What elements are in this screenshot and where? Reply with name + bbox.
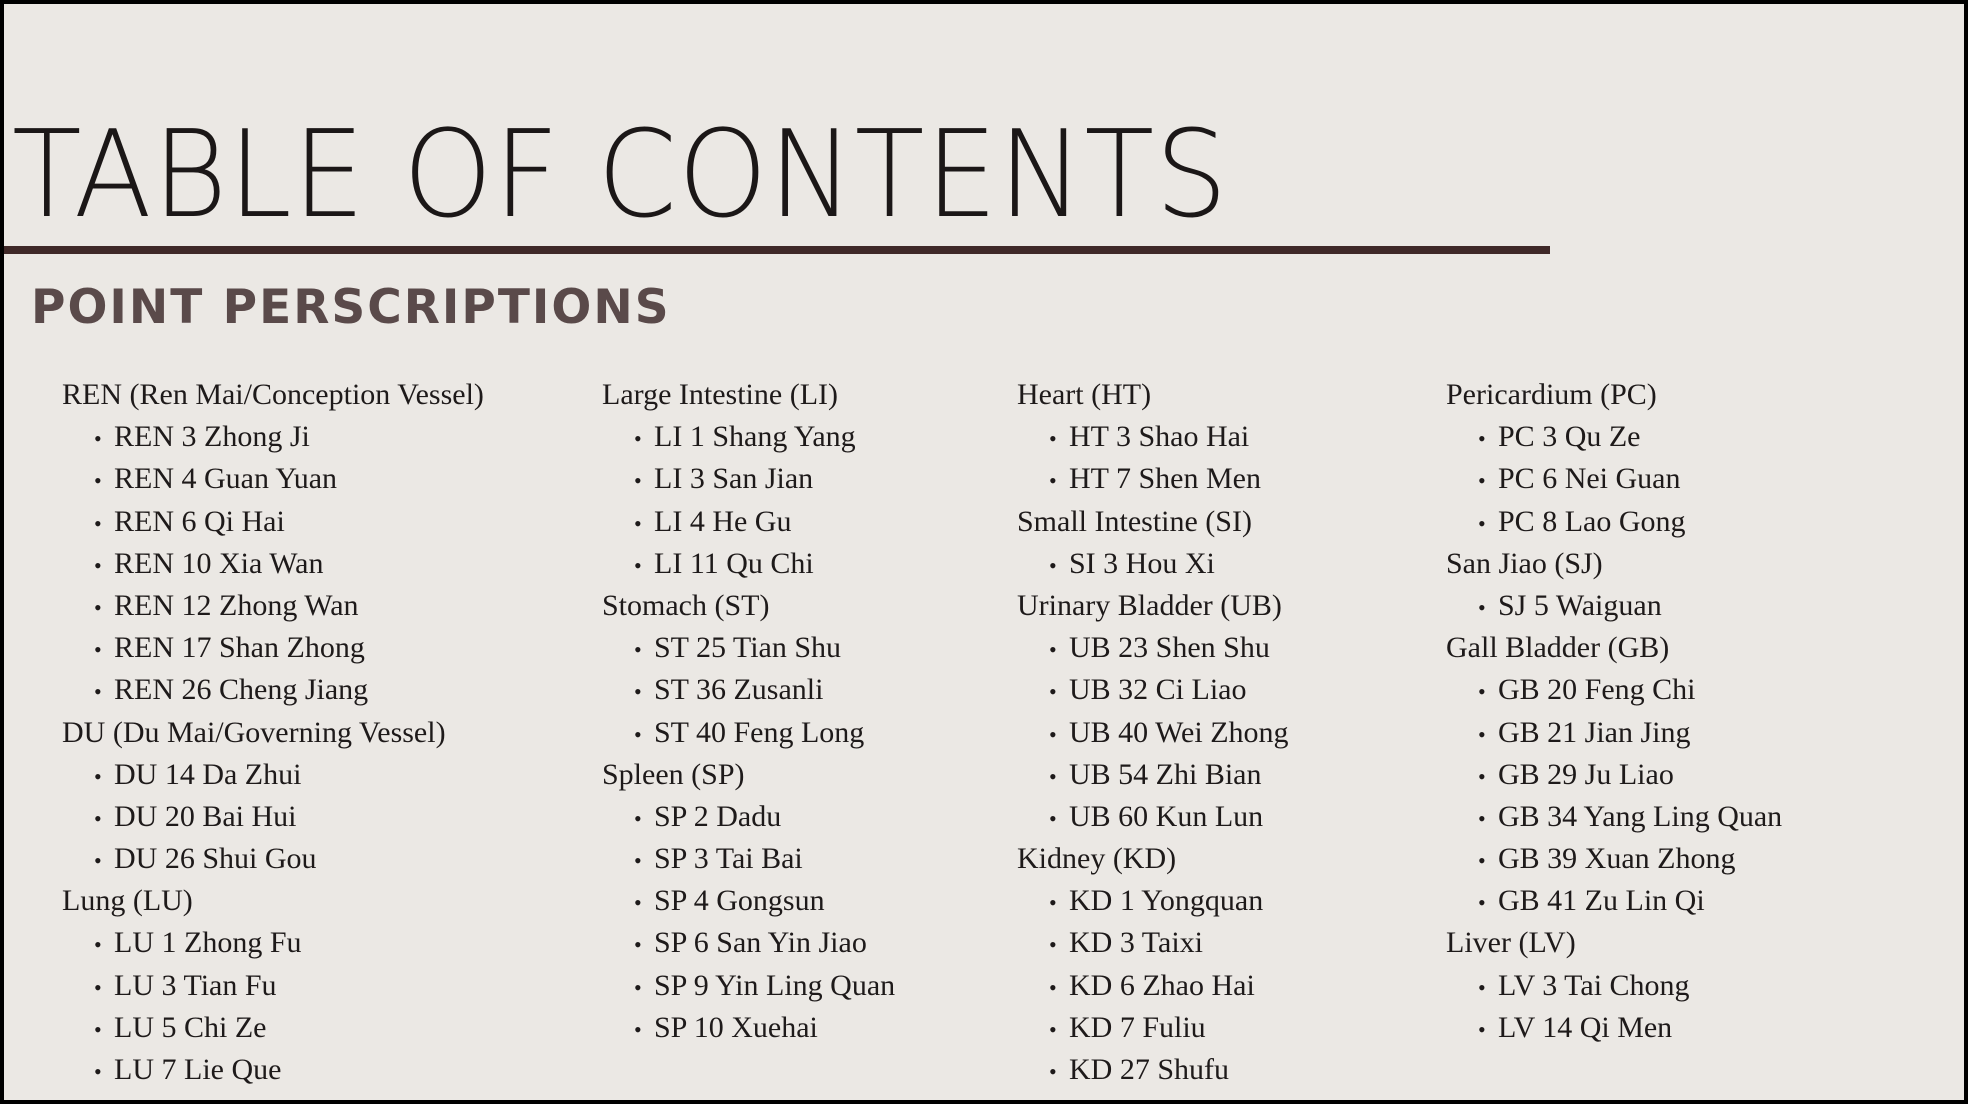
toc-item-label: SJ 5 Waiguan	[1498, 588, 1662, 622]
bullet-icon: •	[1478, 721, 1486, 747]
bullet-icon: •	[634, 932, 642, 958]
bullet-icon: •	[1049, 552, 1057, 578]
toc-group-title: DU (Du Mai/Governing Vessel)	[62, 715, 446, 749]
toc-item-gb-34-yang-ling-quan	[1446, 796, 1782, 838]
toc-item-li-4-he-gu	[602, 501, 895, 543]
section-subtitle: POINT PERSCRIPTIONS	[31, 280, 671, 335]
toc-item-lv-3-tai-chong	[1446, 965, 1782, 1007]
toc-item-label: KD 7 Fuliu	[1069, 1010, 1206, 1044]
bullet-icon: •	[1049, 426, 1057, 452]
toc-group	[1446, 543, 1782, 627]
toc-item-label: SP 10 Xuehai	[654, 1010, 818, 1044]
toc-item-label: REN 3 Zhong Ji	[114, 420, 310, 454]
toc-item-label: SP 4 Gongsun	[654, 884, 825, 918]
toc-item-lu-1-zhong-fu	[62, 922, 484, 964]
bullet-icon: •	[94, 1059, 102, 1084]
bullet-icon: •	[634, 890, 642, 916]
bullet-icon: •	[1049, 932, 1057, 958]
toc-group	[1017, 374, 1289, 501]
toc-item-label: KD 1 Yongquan	[1069, 884, 1264, 918]
toc-item-label: HT 7 Shen Men	[1069, 462, 1261, 496]
bullet-icon: •	[634, 848, 642, 874]
bullet-icon: •	[1049, 1059, 1057, 1084]
toc-group	[1017, 838, 1289, 1091]
toc-item-ub-54-zhi-bian	[1017, 754, 1289, 796]
bullet-icon: •	[1478, 848, 1486, 874]
toc-group	[602, 754, 895, 1049]
toc-group	[62, 880, 484, 1091]
toc-item-label: LU 5 Chi Ze	[114, 1010, 267, 1044]
bullet-icon: •	[94, 805, 102, 831]
bullet-icon: •	[1478, 805, 1486, 831]
bullet-icon: •	[94, 552, 102, 578]
toc-item-label: LI 1 Shang Yang	[654, 420, 856, 454]
toc-item-ren-6-qi-hai	[62, 501, 484, 543]
toc-group-title: Heart (HT)	[1017, 378, 1152, 411]
toc-item-du-26-shui-gou	[62, 838, 484, 880]
toc-item-ren-12-zhong-wan	[62, 585, 484, 627]
bullet-icon: •	[634, 426, 642, 452]
bullet-icon: •	[1478, 1016, 1486, 1042]
toc-group	[602, 374, 895, 585]
toc-item-label: UB 40 Wei Zhong	[1069, 715, 1289, 749]
bullet-icon: •	[634, 468, 642, 494]
bullet-icon: •	[94, 637, 102, 663]
toc-column-2	[602, 374, 895, 1049]
toc-column-3	[1017, 374, 1289, 1091]
bullet-icon: •	[94, 679, 102, 705]
toc-item-lu-3-tian-fu	[62, 965, 484, 1007]
toc-item-gb-20-feng-chi	[1446, 669, 1782, 711]
toc-item-label: LI 4 He Gu	[654, 504, 792, 538]
toc-item-sp-9-yin-ling-quan	[602, 965, 895, 1007]
toc-item-pc-6-nei-guan	[1446, 458, 1782, 500]
bullet-icon: •	[634, 510, 642, 536]
toc-item-ub-32-ci-liao	[1017, 669, 1289, 711]
toc-item-label: LV 3 Tai Chong	[1498, 968, 1690, 1002]
toc-item-label: PC 8 Lao Gong	[1498, 504, 1686, 538]
toc-item-label: SP 9 Yin Ling Quan	[654, 968, 896, 1002]
toc-item-label: GB 21 Jian Jing	[1498, 715, 1691, 749]
toc-item-label: LU 3 Tian Fu	[114, 968, 277, 1002]
bullet-icon: •	[1049, 763, 1057, 789]
toc-group-title: Small Intestine (SI)	[1017, 504, 1252, 538]
toc-group-title: Liver (LV)	[1446, 926, 1576, 960]
bullet-icon: •	[94, 974, 102, 1000]
bullet-icon: •	[1049, 974, 1057, 1000]
toc-item-label: UB 60 Kun Lun	[1069, 799, 1264, 833]
bullet-icon: •	[94, 468, 102, 494]
toc-item-ht-7-shen-men	[1017, 458, 1289, 500]
toc-item-li-1-shang-yang	[602, 416, 895, 458]
toc-item-label: LV 14 Qi Men	[1498, 1010, 1673, 1044]
toc-item-kd-7-fuliu	[1017, 1007, 1289, 1049]
bullet-icon: •	[1049, 679, 1057, 705]
toc-group	[1017, 585, 1289, 838]
toc-item-label: KD 6 Zhao Hai	[1069, 968, 1255, 1002]
toc-group-title: Spleen (SP)	[602, 757, 745, 791]
toc-item-label: LI 3 San Jian	[654, 462, 814, 496]
toc-item-sp-4-gongsun	[602, 880, 895, 922]
bullet-icon: •	[1478, 763, 1486, 789]
toc-group-title: Pericardium (PC)	[1446, 378, 1657, 411]
toc-column-1	[62, 374, 484, 1091]
toc-group-title: Kidney (KD)	[1017, 842, 1177, 876]
toc-item-label: UB 54 Zhi Bian	[1069, 757, 1262, 791]
toc-item-label: SP 3 Tai Bai	[654, 842, 803, 876]
toc-item-sp-2-dadu	[602, 796, 895, 838]
bullet-icon: •	[1478, 679, 1486, 705]
bullet-icon: •	[634, 721, 642, 747]
toc-item-lu-5-chi-ze	[62, 1007, 484, 1049]
toc-item-label: REN 17 Shan Zhong	[114, 631, 365, 665]
toc-item-label: KD 3 Taixi	[1069, 926, 1204, 960]
toc-item-label: REN 26 Cheng Jiang	[114, 673, 369, 707]
bullet-icon: •	[1049, 468, 1057, 494]
bullet-icon: •	[94, 763, 102, 789]
toc-item-kd-6-zhao-hai	[1017, 965, 1289, 1007]
toc-item-label: HT 3 Shao Hai	[1069, 420, 1250, 454]
bullet-icon: •	[1478, 890, 1486, 916]
toc-item-label: DU 20 Bai Hui	[114, 799, 297, 833]
bullet-icon: •	[94, 932, 102, 958]
toc-group-title: San Jiao (SJ)	[1446, 546, 1603, 580]
toc-item-gb-29-ju-liao	[1446, 754, 1782, 796]
toc-item-label: GB 29 Ju Liao	[1498, 757, 1674, 791]
bullet-icon: •	[634, 805, 642, 831]
bullet-icon: •	[94, 594, 102, 620]
toc-item-label: GB 39 Xuan Zhong	[1498, 842, 1736, 876]
slide	[4, 4, 1964, 1100]
toc-item-label: SP 6 San Yin Jiao	[654, 926, 867, 960]
toc-item-label: KD 27 Shufu	[1069, 1053, 1230, 1086]
toc-item-st-25-tian-shu	[602, 627, 895, 669]
toc-item-kd-27-shufu	[1017, 1049, 1289, 1091]
toc-item-label: LU 1 Zhong Fu	[114, 926, 302, 960]
bullet-icon: •	[1478, 510, 1486, 536]
toc-item-ren-17-shan-zhong	[62, 627, 484, 669]
toc-group-title: Stomach (ST)	[602, 588, 770, 622]
toc-item-label: GB 41 Zu Lin Qi	[1498, 884, 1705, 918]
toc-item-ren-4-guan-yuan	[62, 458, 484, 500]
bullet-icon: •	[1478, 594, 1486, 620]
toc-group	[62, 374, 484, 712]
toc-group	[1446, 627, 1782, 922]
bullet-icon: •	[1049, 721, 1057, 747]
toc-item-label: LU 7 Lie Que	[114, 1053, 282, 1086]
bullet-icon: •	[94, 510, 102, 536]
toc-item-st-40-feng-long	[602, 712, 895, 754]
toc-item-ub-60-kun-lun	[1017, 796, 1289, 838]
toc-item-ub-23-shen-shu	[1017, 627, 1289, 669]
toc-item-label: REN 10 Xia Wan	[114, 546, 324, 580]
toc-group-title: Urinary Bladder (UB)	[1017, 588, 1282, 622]
bullet-icon: •	[1049, 637, 1057, 663]
toc-item-gb-41-zu-lin-qi	[1446, 880, 1782, 922]
toc-item-kd-3-taixi	[1017, 922, 1289, 964]
toc-item-li-11-qu-chi	[602, 543, 895, 585]
toc-column-4	[1446, 374, 1782, 1049]
toc-item-ren-3-zhong-ji	[62, 416, 484, 458]
toc-item-ren-10-xia-wan	[62, 543, 484, 585]
toc-item-label: SP 2 Dadu	[654, 799, 782, 833]
toc-group-title: REN (Ren Mai/Conception Vessel)	[62, 378, 484, 411]
toc-item-label: SI 3 Hou Xi	[1069, 546, 1215, 580]
toc-item-kd-1-yongquan	[1017, 880, 1289, 922]
bullet-icon: •	[634, 552, 642, 578]
toc-group-title: Gall Bladder (GB)	[1446, 631, 1670, 665]
toc-group	[602, 585, 895, 754]
toc-item-label: DU 14 Da Zhui	[114, 757, 302, 791]
bullet-icon: •	[634, 637, 642, 663]
toc-item-ren-26-cheng-jiang	[62, 669, 484, 711]
bullet-icon: •	[634, 974, 642, 1000]
toc-item-st-36-zusanli	[602, 669, 895, 711]
toc-item-li-3-san-jian	[602, 458, 895, 500]
toc-item-sp-6-san-yin-jiao	[602, 922, 895, 964]
toc-item-label: ST 36 Zusanli	[654, 673, 824, 707]
toc-item-ub-40-wei-zhong	[1017, 712, 1289, 754]
toc-item-sp-10-xuehai	[602, 1007, 895, 1049]
bullet-icon: •	[1049, 805, 1057, 831]
toc-item-label: REN 12 Zhong Wan	[114, 588, 359, 622]
toc-item-label: PC 3 Qu Ze	[1498, 420, 1641, 454]
bullet-icon: •	[634, 679, 642, 705]
title-divider	[4, 246, 1550, 254]
toc-item-label: GB 34 Yang Ling Quan	[1498, 799, 1783, 833]
toc-item-sj-5-waiguan	[1446, 585, 1782, 627]
toc-item-gb-21-jian-jing	[1446, 712, 1782, 754]
toc-item-pc-8-lao-gong	[1446, 501, 1782, 543]
bullet-icon: •	[1478, 468, 1486, 494]
toc-group	[1446, 374, 1782, 543]
toc-group-title: Large Intestine (LI)	[602, 378, 839, 411]
toc-item-du-20-bai-hui	[62, 796, 484, 838]
toc-group	[1446, 922, 1782, 1049]
toc-group-title: Lung (LU)	[62, 884, 193, 918]
bullet-icon: •	[634, 1016, 642, 1042]
toc-item-label: PC 6 Nei Guan	[1498, 462, 1681, 496]
toc-item-pc-3-qu-ze	[1446, 416, 1782, 458]
page-title: TABLE OF CONTENTS	[12, 106, 1229, 245]
toc-item-label: LI 11 Qu Chi	[654, 546, 814, 580]
bullet-icon: •	[94, 1016, 102, 1042]
toc-item-label: ST 25 Tian Shu	[654, 631, 842, 665]
bullet-icon: •	[1049, 890, 1057, 916]
toc-item-label: REN 4 Guan Yuan	[114, 462, 338, 496]
toc-item-label: DU 26 Shui Gou	[114, 842, 317, 876]
toc-group	[1017, 501, 1289, 585]
toc-item-label: UB 23 Shen Shu	[1069, 631, 1270, 665]
toc-item-du-14-da-zhui	[62, 754, 484, 796]
toc-item-label: UB 32 Ci Liao	[1069, 673, 1247, 707]
toc-item-label: ST 40 Feng Long	[654, 715, 865, 749]
bullet-icon: •	[94, 848, 102, 874]
bullet-icon: •	[1049, 1016, 1057, 1042]
toc-item-sp-3-tai-bai	[602, 838, 895, 880]
toc-item-gb-39-xuan-zhong	[1446, 838, 1782, 880]
toc-item-ht-3-shao-hai	[1017, 416, 1289, 458]
toc-item-si-3-hou-xi	[1017, 543, 1289, 585]
toc-item-lv-14-qi-men	[1446, 1007, 1782, 1049]
bullet-icon: •	[1478, 426, 1486, 452]
toc-item-lu-7-lie-que	[62, 1049, 484, 1091]
toc-item-label: GB 20 Feng Chi	[1498, 673, 1696, 707]
bullet-icon: •	[94, 426, 102, 452]
bullet-icon: •	[1478, 974, 1486, 1000]
toc-group	[62, 712, 484, 881]
toc-item-label: REN 6 Qi Hai	[114, 504, 285, 538]
